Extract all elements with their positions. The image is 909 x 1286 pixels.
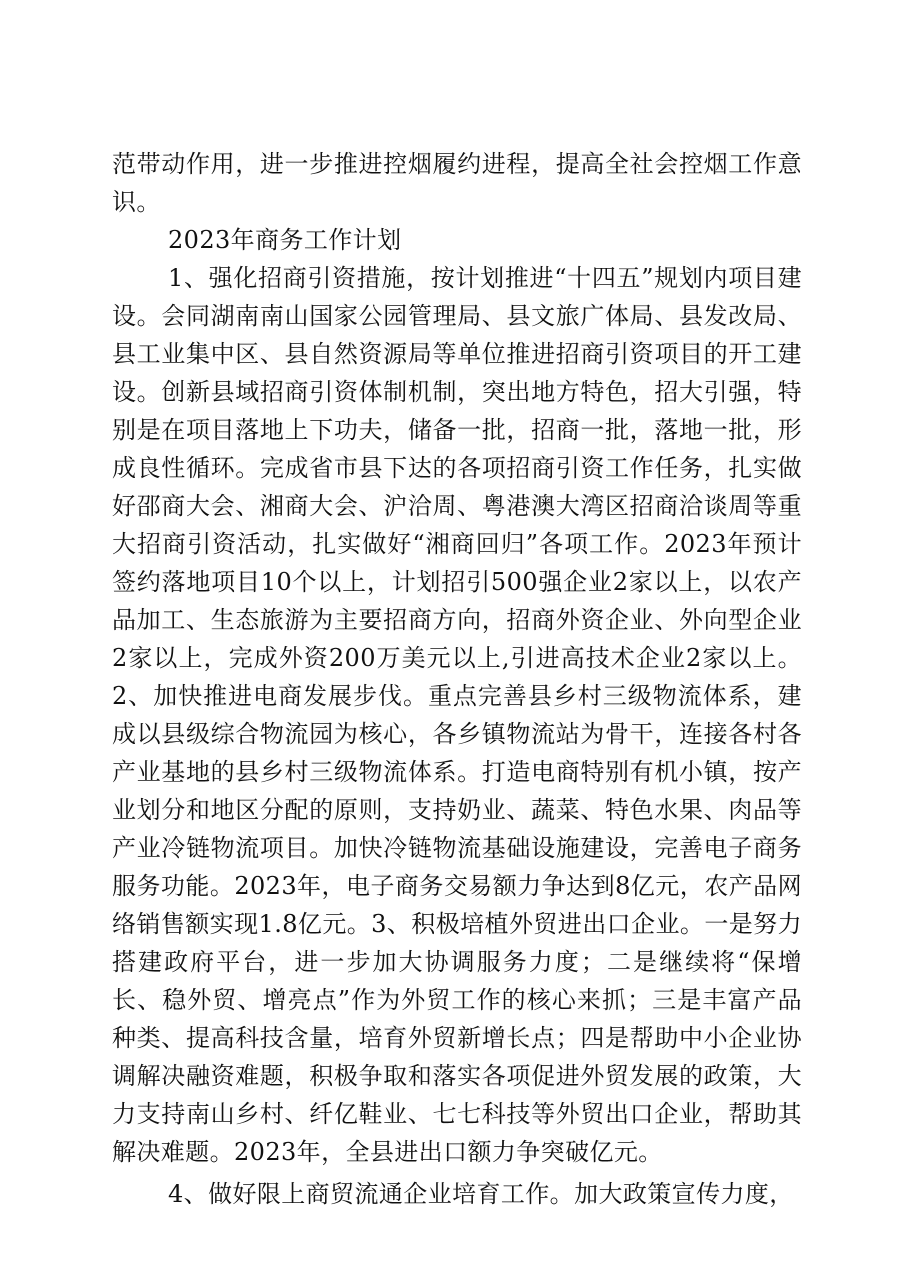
paragraph-item-4: 4、做好限上商贸流通企业培育工作。加大政策宣传力度， [168,1180,794,1208]
paragraph-continuation: 范带动作用，进一步推进控烟履约进程，提高全社会控烟工作意识。 [112,150,802,216]
paragraph-plan-details: 1、强化招商引资措施，按计划推进“十四五”规划内项目建设。会同湖南南山国家公园管理局、县文旅广体局、县发改局、县工业集中区、县自然资源局等单位推进招商引资项目的开工建设。创新县域招商引资体制机制，突出地方特色，招大引强，特别是在项目落地上下功夫，储备一批，招商一批，落地一批，形成良性循环。完成省市县下达的各项招商引资工作任务，扎实做好邵商大会、湘商大会、沪洽周、粤港澳大湾区招商洽谈周等重大招商引资活动，扎实做好“湘商回归”各项工作。2023年预计签约落地项目10个以上，计划招引500强企业2家以上，以农产品加工、生态旅游为主要招商方向，招商外资企业、外向型企业2家以上，完成外资200万美元以上,引进高技术企业2家以上。2、加快推进电商发展步伐。重点完善县乡村三级物流体系，建成以县级综合物流园为核心，各乡镇物流站为骨干，连接各村各产业基地的县乡村三级物流体系。打造电商特别有机小镇，按产业划分和地区分配的原则，支持奶业、蔬菜、特色水果、肉品等产业冷链物流项目。加快冷链物流基础设施建设，完善电子商务服务功能。2023年，电子商务交易额力争达到8亿元，农产品网络销售额实现1.8亿元。3、积极培植外贸进出口企业。一是努力搭建政府平台，进一步加大协调服务力度；二是继续将“保增长、稳外贸、增亮点”作为外贸工作的核心来抓；三是丰富产品种类、提高科技含量，培育外贸新增长点；四是帮助中小企业协调解决融资难题，积极争取和落实各项促进外贸发展的政策，大力支持南山乡村、纤亿鞋业、七七科技等外贸出口企业，帮助其解决难题。2023年，全县进出口额力争突破亿元。 [112,264,802,1166]
document-body [112,145,802,1213]
section-heading: 2023年商务工作计划 [168,226,402,254]
